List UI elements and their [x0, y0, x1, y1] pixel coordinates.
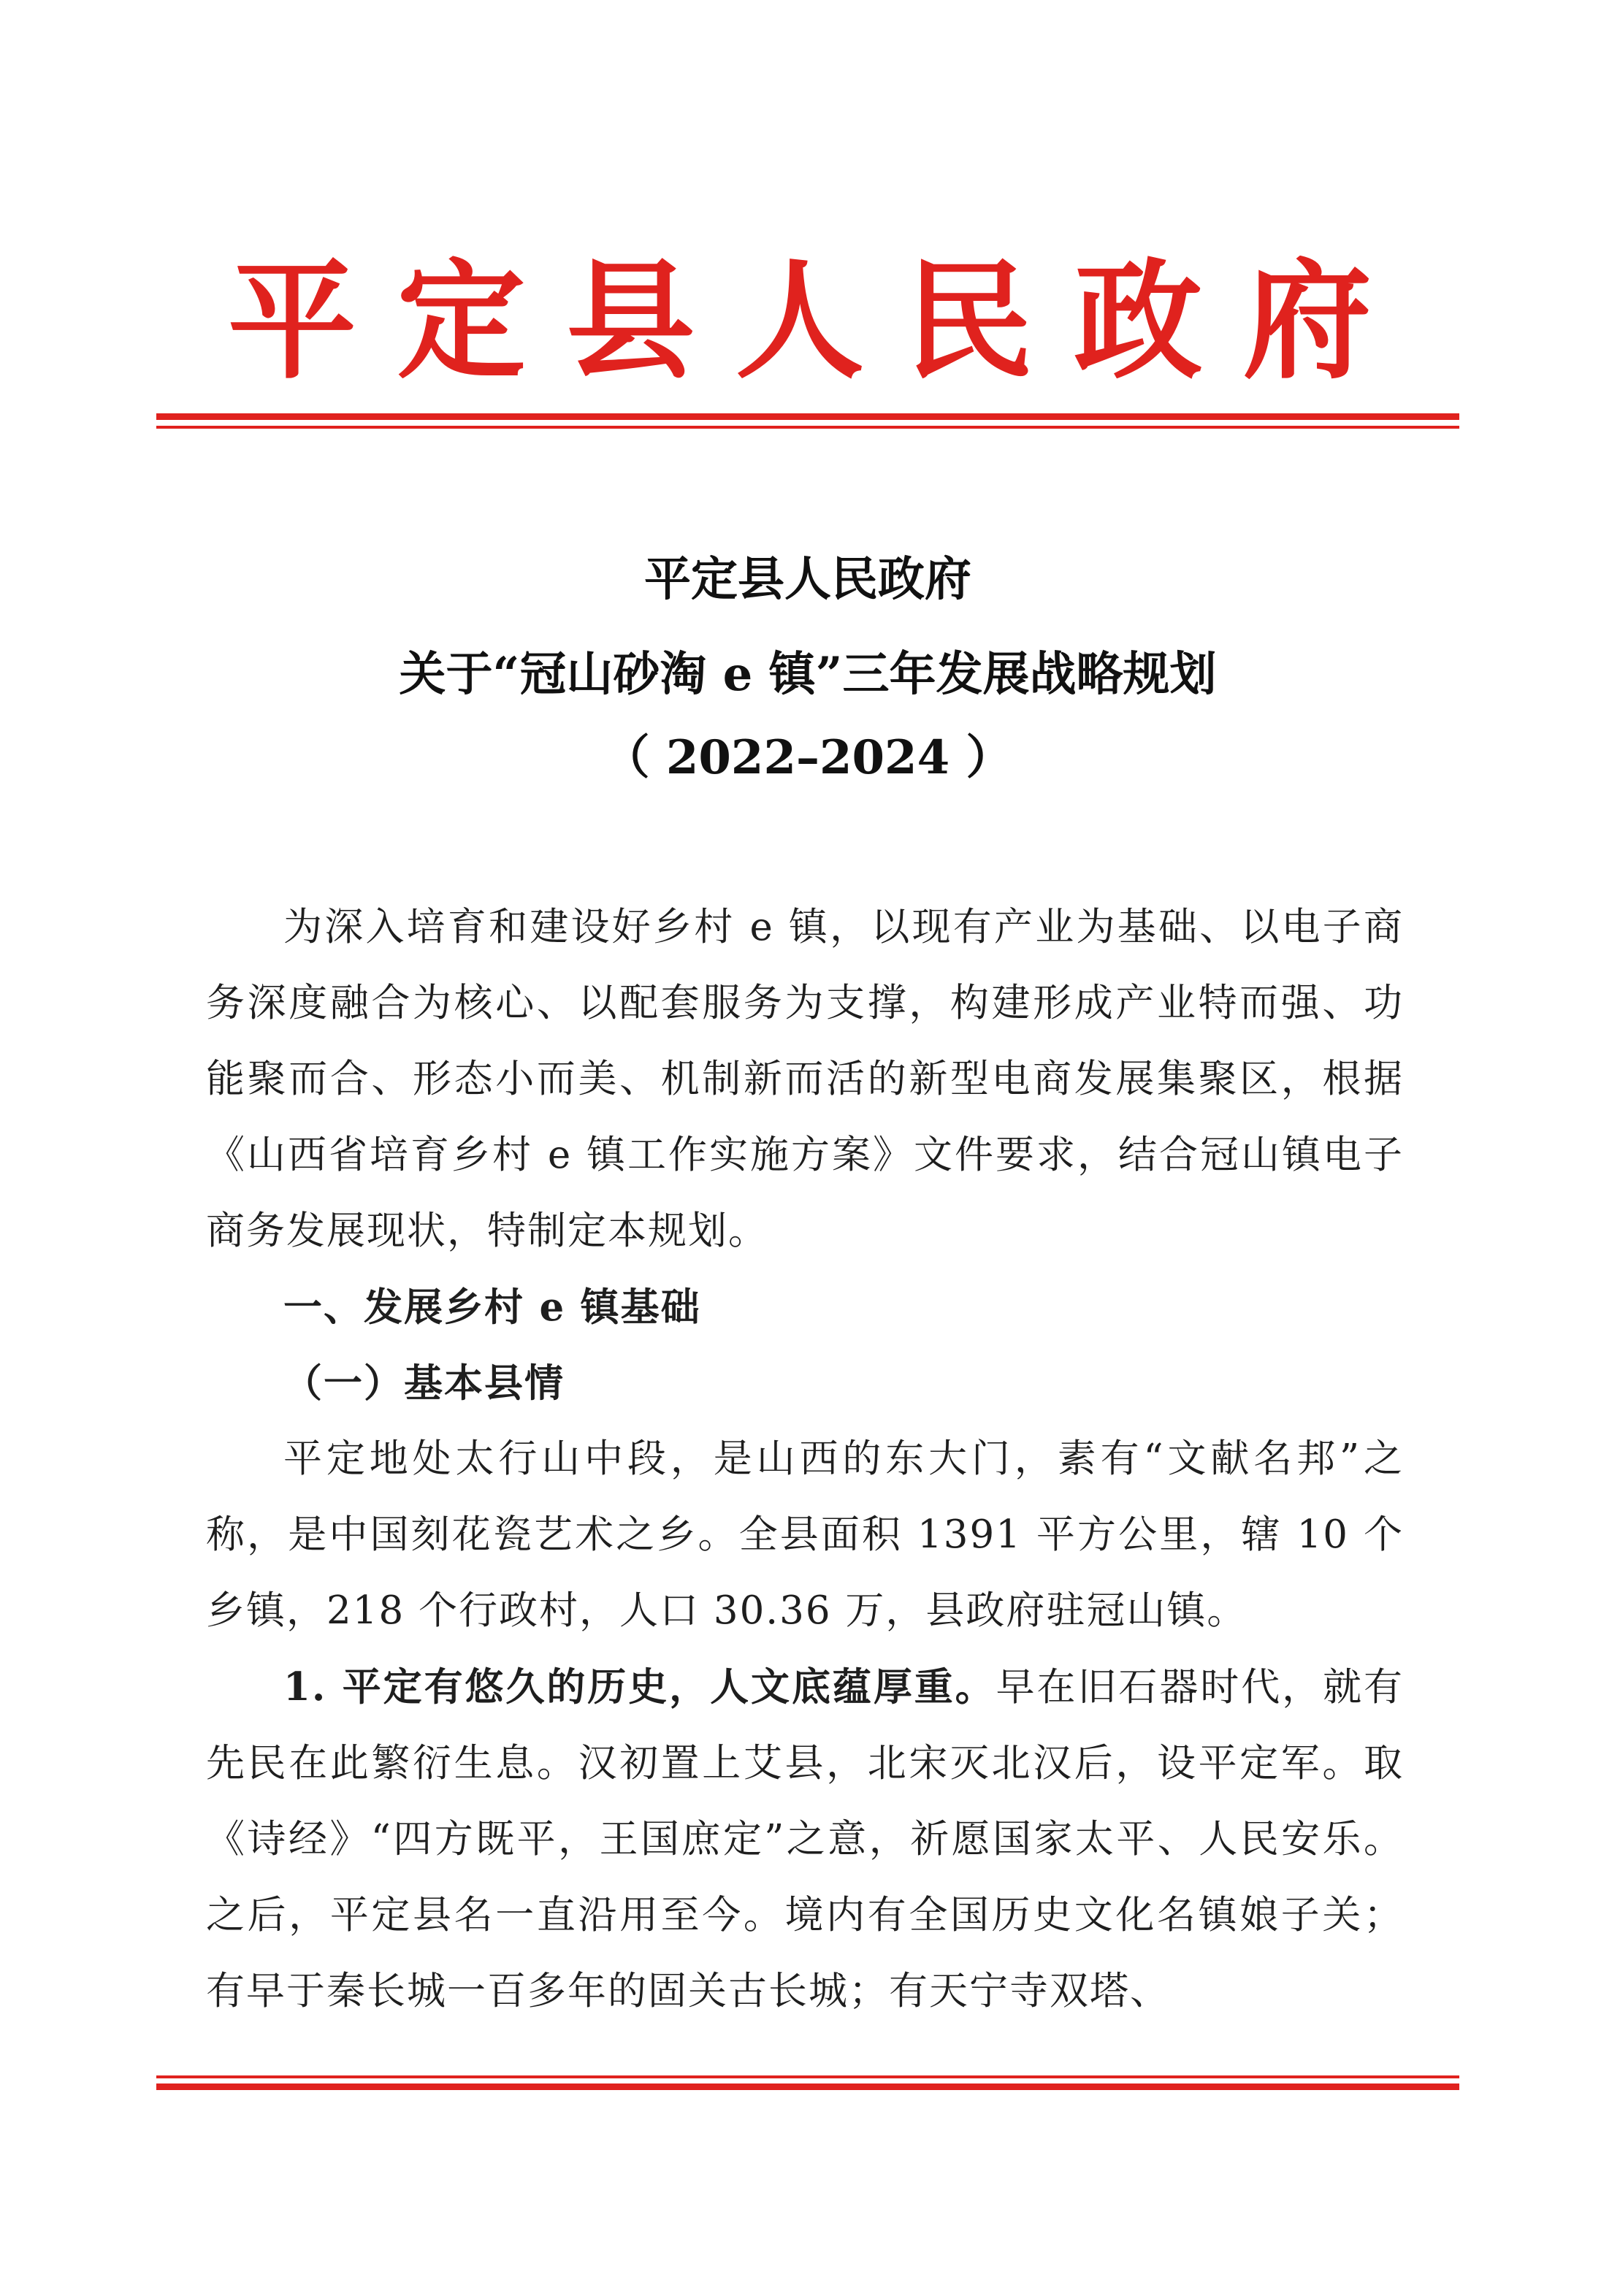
letterhead-char: 县	[566, 245, 695, 397]
subsection-heading: （一）基本县情	[283, 1361, 565, 1406]
section-heading: 一、发展乡村 e 镇基础	[283, 1285, 701, 1330]
history-lead: 1. 平定有悠久的历史，人文底蕴厚重。	[283, 1664, 996, 1710]
header-rule-thin	[156, 426, 1459, 429]
history-text: 早在旧石器时代，就有先民在此繁衍生息。汉初置上艾县，北宋灭北汉后，设平定军。取《诗经》“四方既平，王国庶定”之意，祈愿国家太平、人民安乐。之后，平定县名一直沿用至今。境内有全国历史文化名镇娘子关；有早于秦长城一百多年的固关古长城；有天宁寺双塔、	[206, 1665, 1405, 2013]
letterhead-char: 平	[227, 245, 356, 397]
intro-paragraph: 为深入培育和建设好乡村 e 镇，以现有产业为基础、以电子商务深度融合为核心、以配套服务为支撑，构建形成产业特而强、功能聚而合、形态小而美、机制新而活的新型电商发展集聚区，根据《山西省培育乡村 e 镇工作实施方案》文件要求，结合冠山镇电子商务发展现状，特制定本规划。	[206, 905, 1404, 1253]
letterhead	[219, 245, 1380, 397]
county-overview-paragraph: 平定地处太行山中段，是山西的东大门，素有“文献名邦”之称，是中国刻花瓷艺术之乡。全县面积 1391 平方公里，辖 10 个乡镇，218 个行政村，人口 30.36 万，县政府驻冠山镇。	[206, 1436, 1404, 1633]
footer-rule-thin	[156, 2075, 1459, 2078]
history-paragraph	[206, 1649, 1404, 2029]
letterhead-char: 府	[1242, 245, 1372, 397]
letterhead-char: 定	[397, 245, 526, 397]
letterhead-char: 民	[904, 245, 1033, 397]
letterhead-char: 政	[1074, 245, 1203, 397]
document-title-line1: 平定县人民政府	[644, 552, 971, 607]
header-rule-thick	[156, 413, 1459, 420]
document-title-line2: 关于“冠山砂淘 e 镇”三年发展战略规划	[399, 647, 1217, 702]
document-title-line3: （ 2022–2024 ）	[603, 730, 1013, 785]
letterhead-char: 人	[735, 245, 864, 397]
document-body	[206, 889, 1404, 2029]
footer-rule-thick	[156, 2083, 1459, 2090]
